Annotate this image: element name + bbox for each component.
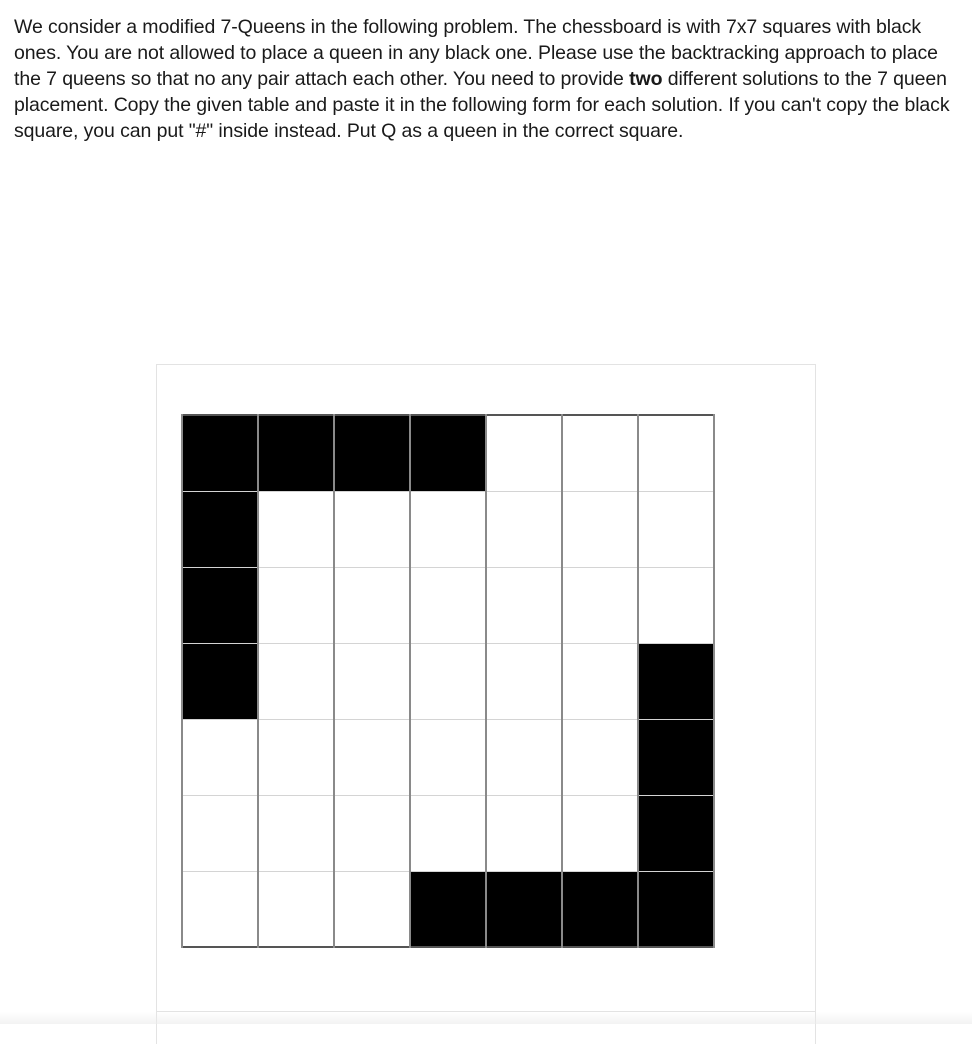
board-cell-white — [486, 415, 562, 491]
board-cell-white — [562, 719, 638, 795]
board-cell-white — [486, 795, 562, 871]
board-cell-black — [182, 491, 258, 567]
board-cell-black — [638, 643, 714, 719]
board-cell-black — [410, 871, 486, 947]
board-cell-white — [258, 567, 334, 643]
board-cell-black — [182, 567, 258, 643]
board-cell-white — [410, 491, 486, 567]
board-cell-white — [258, 719, 334, 795]
board-cell-white — [638, 491, 714, 567]
board-row — [182, 795, 714, 871]
board-row — [182, 871, 714, 947]
problem-text-part2: different solutions to the 7 queen placement. Copy the given table and paste it in the following form for each solution. If you can't copy the black square, you can put "#" inside instead. Put Q as a queen in the correct square. — [14, 68, 950, 142]
board-cell-white — [410, 643, 486, 719]
board-cell-white — [486, 567, 562, 643]
board-cell-white — [486, 643, 562, 719]
problem-text-part1: We consider a modified 7-Queens in the following problem. The chessboard is with 7x7 squares with black ones. You are not allowed to place a queen in any black one. Please use the backtracking approach to place the 7 queens so that no any pair attach each other. You need to provide — [14, 16, 938, 90]
board-cell-black — [410, 415, 486, 491]
chessboard-table — [181, 414, 715, 948]
board-cell-white — [258, 871, 334, 947]
board-cell-white — [182, 871, 258, 947]
board-row — [182, 415, 714, 491]
board-cell-white — [486, 719, 562, 795]
board-row — [182, 491, 714, 567]
board-cell-black — [638, 871, 714, 947]
board-cell-white — [258, 491, 334, 567]
board-cell-white — [638, 567, 714, 643]
board-cell-white — [410, 719, 486, 795]
problem-text-bold: two — [629, 68, 663, 90]
board-cell-white — [410, 795, 486, 871]
board-row — [182, 643, 714, 719]
board-cell-black — [638, 795, 714, 871]
board-cell-white — [258, 795, 334, 871]
board-cell-black — [182, 643, 258, 719]
board-cell-white — [410, 567, 486, 643]
board-cell-white — [334, 719, 410, 795]
board-cell-black — [182, 415, 258, 491]
board-cell-white — [638, 415, 714, 491]
board-cell-white — [486, 491, 562, 567]
board-cell-white — [334, 795, 410, 871]
board-cell-white — [334, 491, 410, 567]
problem-statement — [14, 14, 958, 144]
board-row — [182, 567, 714, 643]
board-cell-white — [562, 795, 638, 871]
bottom-fade — [0, 1012, 972, 1024]
board-cell-black — [334, 415, 410, 491]
chessboard-container — [156, 364, 816, 1044]
board-cell-white — [562, 643, 638, 719]
board-cell-white — [182, 719, 258, 795]
board-cell-white — [562, 415, 638, 491]
chessboard-body — [182, 415, 714, 947]
board-cell-white — [334, 567, 410, 643]
board-cell-white — [562, 491, 638, 567]
board-cell-black — [258, 415, 334, 491]
board-cell-white — [258, 643, 334, 719]
board-cell-black — [486, 871, 562, 947]
board-cell-white — [562, 567, 638, 643]
board-cell-white — [334, 643, 410, 719]
board-cell-black — [638, 719, 714, 795]
board-row — [182, 719, 714, 795]
board-cell-white — [182, 795, 258, 871]
board-cell-black — [562, 871, 638, 947]
board-cell-white — [334, 871, 410, 947]
